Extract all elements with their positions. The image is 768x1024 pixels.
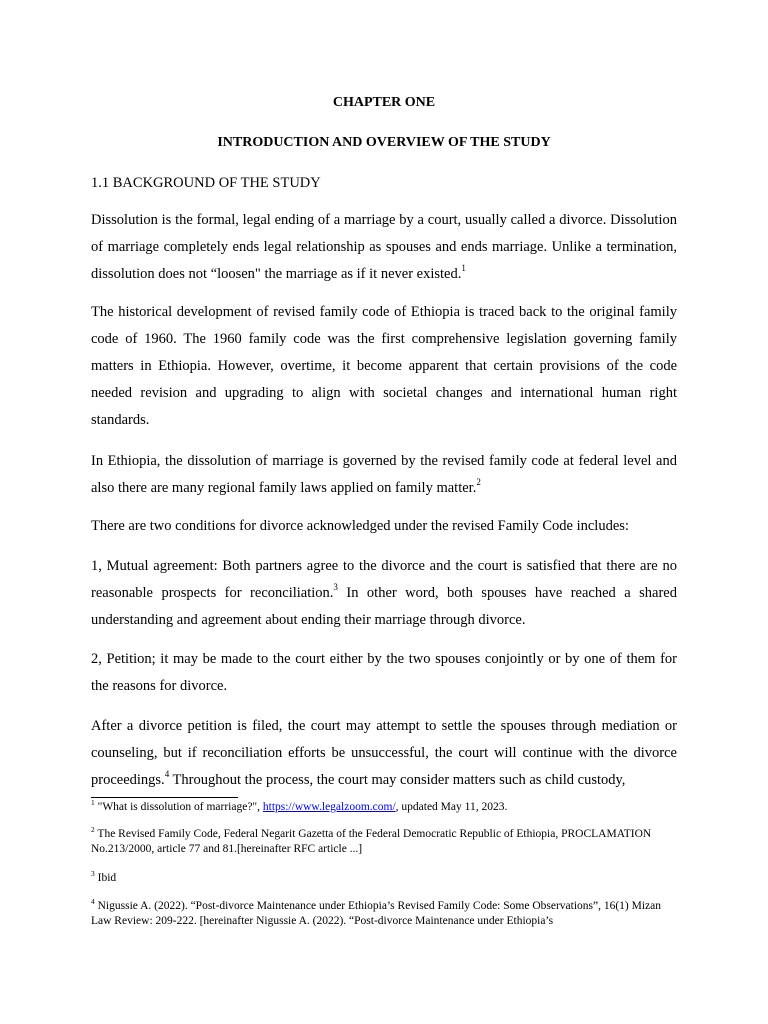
footnote-reference[interactable]: 4: [164, 769, 170, 780]
footnote-text: Ibid: [94, 872, 117, 884]
footnote-reference[interactable]: 3: [333, 582, 338, 593]
footnote-text: "What is dissolution of marriage?",: [94, 801, 263, 813]
footnote-text: Nigussie A. (2022). “Post-divorce Maintenance under Ethiopia’s Revised Family Code: Some Observations”, 16(1) Mizan Law Review: 209-222. [hereinafter Nigussie A. (2022). “Post-divorce Maintenance under Ethiopia’s: [91, 900, 662, 927]
footnote-text: The Revised Family Code, Federal Negarit Gazetta of the Federal Democratic Republic of Ethiopia, PROCLAMATION No.213/2000, article 77 and 81.[hereinafter RFC article ...]: [91, 828, 652, 855]
paragraph-text: There are two conditions for divorce acknowledged under the revised Family Code includes:: [91, 518, 629, 534]
paragraph-text: In Ethiopia, the dissolution of marriage is governed by the revised family code at federal level and also there are many regional family laws applied on family matter.: [91, 453, 677, 496]
footnote-1: [91, 800, 681, 815]
paragraph-text: 1, Mutual agreement: Both partners agree to the divorce and the court is satisfied that there are no reasonable prospects for reconciliation.: [91, 558, 677, 601]
paragraph-petition: [91, 646, 677, 700]
paragraph-ethiopia-dissolution: [91, 448, 677, 502]
paragraph-two-conditions: [91, 513, 677, 540]
footnote-reference[interactable]: 2: [476, 477, 481, 488]
footnote-number: 1: [91, 798, 95, 808]
paragraph-text: 2, Petition; it may be made to the court either by the two spouses conjointly or by one of them for the reasons for divorce.: [91, 651, 677, 694]
footnote-2: [91, 827, 681, 857]
chapter-title: CHAPTER ONE: [332, 95, 436, 110]
footnote-divider: [91, 797, 238, 798]
paragraph-text: After a divorce petition is filed, the court may attempt to settle the spouses through mediation or counseling, but if reconciliation efforts be unsuccessful, the court will continue with the divorce proceedings.: [91, 718, 677, 788]
footnote-text-continued: , updated May 11, 2023.: [395, 801, 508, 813]
footnote-number: 4: [91, 897, 95, 907]
paragraph-dissolution-definition: [91, 207, 677, 288]
paragraph-text-continued: In other word, both spouses have reached a shared understanding and agreement about ending their marriage through divorce.: [91, 585, 677, 628]
paragraph-text: Dissolution is the formal, legal ending of a marriage by a court, usually called a divorce. Dissolution of marriage completely ends legal relationship as spouses and ends marriage. Unlike a termination, dissolution does not “loosen" the marriage as if it never existed.: [91, 212, 677, 282]
paragraph-text-continued: Throughout the process, the court may consider matters such as child custody,: [169, 772, 626, 788]
section-heading: 1.1 BACKGROUND OF THE STUDY: [91, 175, 321, 191]
paragraph-divorce-petition-filed: [91, 713, 677, 794]
paragraph-mutual-agreement: [91, 553, 677, 634]
footnote-reference[interactable]: 1: [461, 263, 466, 274]
footnote-4: [91, 899, 681, 929]
chapter-subtitle: INTRODUCTION AND OVERVIEW OF THE STUDY: [217, 135, 551, 150]
footnote-number: 3: [91, 869, 95, 879]
paragraph-historical-development: [91, 299, 677, 434]
paragraph-text: The historical development of revised family code of Ethiopia is traced back to the original family code of 1960. The 1960 family code was the first comprehensive legislation governing family matters in Ethiopia. However, overtime, it become apparent that certain provisions of the code needed revision and upgrading to align with societal changes and international human right standards.: [91, 304, 677, 428]
footnote-link[interactable]: https://www.legalzoom.com/: [262, 801, 396, 813]
footnote-number: 2: [91, 825, 95, 835]
footnote-3: [91, 871, 681, 886]
